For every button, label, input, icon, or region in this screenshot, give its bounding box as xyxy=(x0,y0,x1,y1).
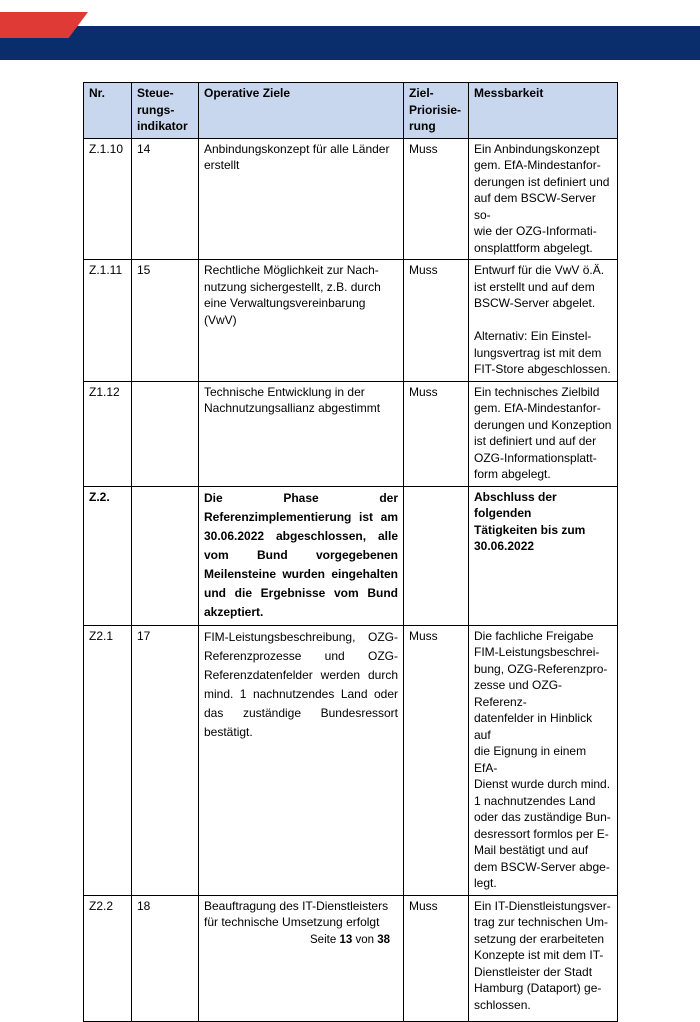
cell-prio: Muss xyxy=(404,895,469,1021)
cell-messbarkeit: Ein IT-Dienstleistungsver- trag zur technischen Um- setzung der erarbeiteten Konzepte ist mit dem IT- Dienstleister der Stadt Hamburg (Dataport) ge- schlossen. xyxy=(469,895,618,1021)
table-row xyxy=(84,625,618,895)
table-header-row xyxy=(84,83,618,139)
cell-ziel: Rechtliche Möglichkeit zur Nach- nutzung sichergestellt, z.B. durch eine Verwaltungsvereinbarung (VwV) xyxy=(199,260,404,382)
footer-separator: von xyxy=(355,934,374,946)
header-messbarkeit: Messbarkeit xyxy=(469,83,618,139)
table-row xyxy=(84,138,618,260)
cell-messbarkeit: Entwurf für die VwV ö.Ä. ist erstellt und auf dem BSCW-Server abgelet. Alternativ: Ein Einstel- lungsvertrag ist mit dem FIT-Store abgeschlossen. xyxy=(469,260,618,382)
cell-prio: Muss xyxy=(404,381,469,486)
cell-nr: Z1.12 xyxy=(84,381,132,486)
cell-ziel: Die Phase der Referenzimplementierung ist am 30.06.2022 abgeschlossen, alle vom Bund vorgegebenen Meilensteine wurden eingehalten und die Ergebnisse vom Bund akzeptiert. xyxy=(199,486,404,625)
footer-page-total: 38 xyxy=(377,934,390,946)
cell-indikator xyxy=(132,381,199,486)
header-priorisierung: Ziel- Priorisie- rung xyxy=(404,83,469,139)
cell-messbarkeit: Ein Anbindungskonzept gem. EfA-Mindestanfor- derungen ist definiert und auf dem BSCW-Server so- wie der OZG-Informati- onsplattform abgelegt. xyxy=(469,138,618,260)
cell-prio: Muss xyxy=(404,625,469,895)
cell-prio xyxy=(404,486,469,625)
table-row xyxy=(84,260,618,382)
cell-indikator: 18 xyxy=(132,895,199,1021)
cell-indikator: 15 xyxy=(132,260,199,382)
cell-nr: Z.2. xyxy=(84,486,132,625)
cell-nr: Z2.2 xyxy=(84,895,132,1021)
cell-prio: Muss xyxy=(404,260,469,382)
footer-prefix: Seite xyxy=(310,934,337,946)
header-nr: Nr. xyxy=(84,83,132,139)
cell-nr: Z.1.11 xyxy=(84,260,132,382)
header-indikator: Steue- rungs- indikator xyxy=(132,83,199,139)
cell-nr: Z2.1 xyxy=(84,625,132,895)
cell-messbarkeit: Ein technisches Zielbild gem. EfA-Mindestanfor- derungen und Konzeption ist definiert und auf der OZG-Informationsplatt- form abgelegt. xyxy=(469,381,618,486)
cell-messbarkeit: Die fachliche Freigabe FIM-Leistungsbeschrei- bung, OZG-Referenzpro- zesse und OZG-Referenz- datenfelder in Hinblick auf die Eignung in einem EfA- Dienst wurde durch mind. 1 nachnutzendes Land oder das zuständige Bun- desressort formlos per E- Mail bestätigt und auf dem BSCW-Server abge- legt. xyxy=(469,625,618,895)
footer-page-number: 13 xyxy=(339,934,353,946)
cell-indikator xyxy=(132,486,199,625)
cell-ziel: Technische Entwicklung in der Nachnutzungsallianz abgestimmt xyxy=(199,381,404,486)
goals-table xyxy=(83,82,618,1022)
table-row xyxy=(84,895,618,1021)
cell-prio: Muss xyxy=(404,138,469,260)
table-row xyxy=(84,381,618,486)
cell-nr: Z.1.10 xyxy=(84,138,132,260)
page-footer xyxy=(0,934,700,946)
cell-indikator: 14 xyxy=(132,138,199,260)
cell-ziel: Beauftragung des IT-Dienstleisters für technische Umsetzung erfolgt xyxy=(199,895,404,1021)
cell-ziel: FIM-Leistungsbeschreibung, OZG-Referenzprozesse und OZG-Referenzdatenfelder werden durch mind. 1 nachnutzendes Land oder das zuständige Bundesressort bestätigt. xyxy=(199,625,404,895)
table-row xyxy=(84,486,618,625)
header-operative-ziele: Operative Ziele xyxy=(199,83,404,139)
cell-messbarkeit: Abschluss der folgenden Tätigkeiten bis zum 30.06.2022 xyxy=(469,486,618,625)
header-band xyxy=(0,26,700,60)
cell-indikator: 17 xyxy=(132,625,199,895)
cell-ziel: Anbindungskonzept für alle Länder erstellt xyxy=(199,138,404,260)
